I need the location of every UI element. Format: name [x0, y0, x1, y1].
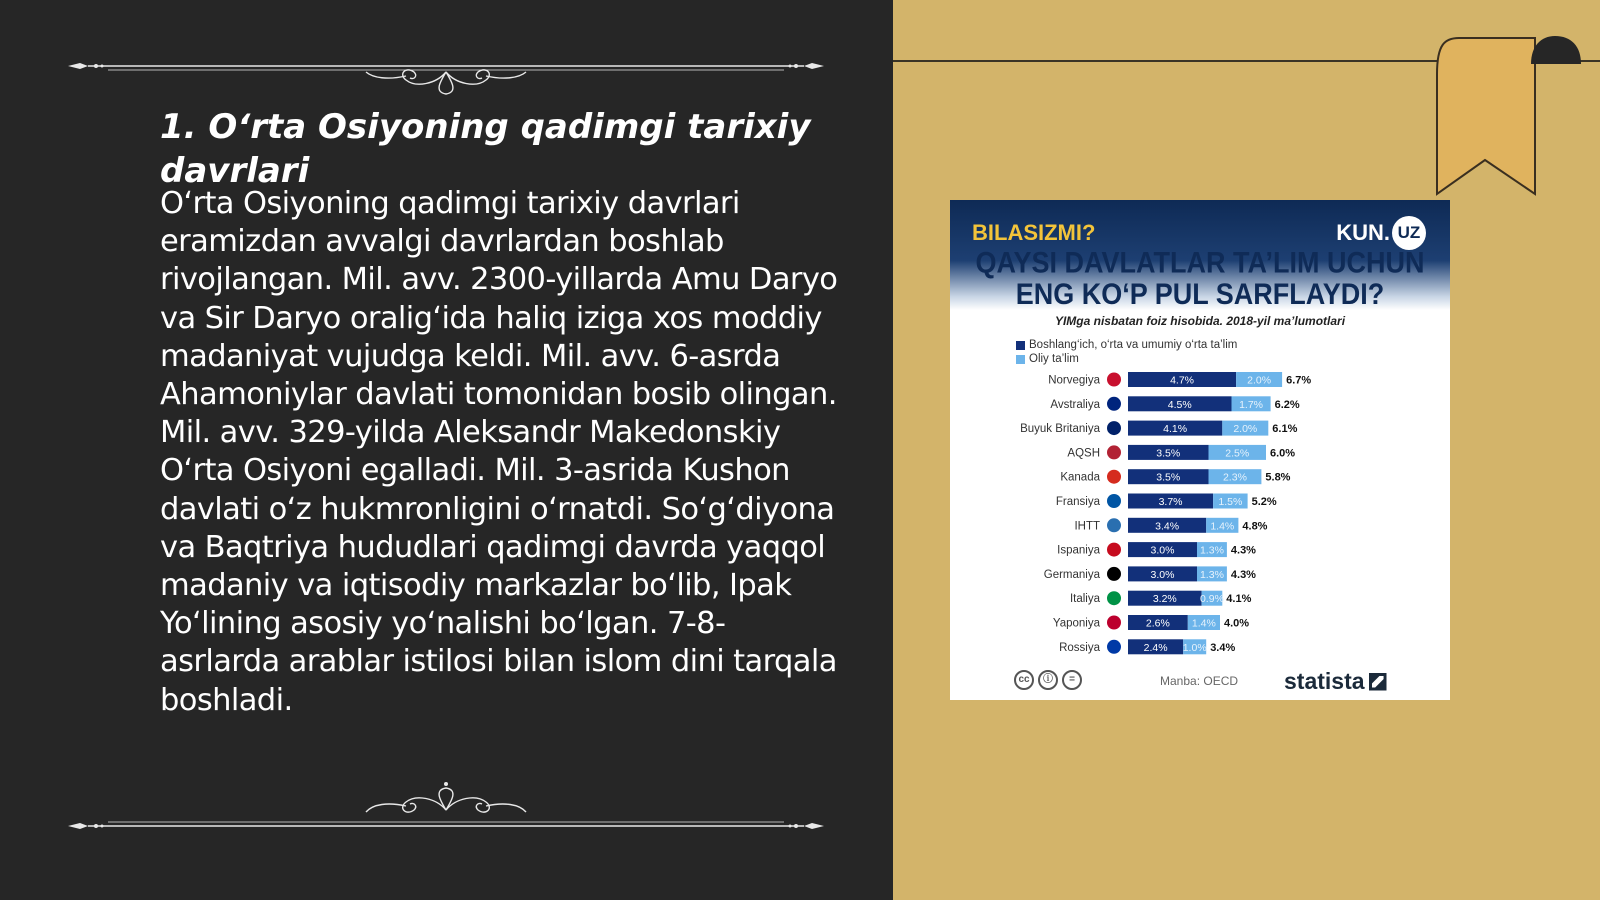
category-label: Ispaniya [1057, 544, 1100, 557]
bar-primary-label: 3.7% [1158, 496, 1183, 508]
bar-higher-label: 2.3% [1222, 471, 1247, 484]
norway-flag-icon [1107, 373, 1121, 387]
bar-total-label: 5.8% [1265, 471, 1291, 484]
russia-flag-icon [1107, 640, 1121, 654]
statista-text: statista [1284, 668, 1365, 694]
bar-higher-label: 1.7% [1239, 398, 1264, 411]
bar-higher-label: 0.9% [1199, 593, 1224, 606]
bar-primary-label: 4.5% [1167, 398, 1192, 411]
bar-higher-label: 1.5% [1218, 496, 1243, 508]
chart-legend [1016, 338, 1237, 366]
top-ornament [68, 36, 824, 96]
cc-icon: cc [1014, 670, 1034, 690]
bar-higher-label: 1.3% [1199, 544, 1224, 557]
category-label: Italiya [1069, 593, 1100, 606]
legend-swatch-primary [1016, 341, 1025, 350]
stacked-bar-chart [950, 368, 1450, 668]
bar-primary-label: 3.0% [1150, 568, 1175, 581]
bar-primary-label: 4.1% [1163, 423, 1188, 436]
category-label: Yaponiya [1052, 617, 1100, 630]
bar-total-label: 4.8% [1242, 520, 1268, 533]
infographic-subtitle: YIMga nisbatan foiz hisobida. 2018-yil ma’lumotlari [1054, 314, 1346, 328]
bar-higher-label: 1.3% [1199, 568, 1224, 581]
legend-label-primary: Boshlang‘ich, o‘rta va umumiy o‘rta ta’lim [1029, 339, 1238, 351]
bar-primary-label: 3.0% [1150, 544, 1175, 557]
bar-higher-label: 2.5% [1225, 447, 1250, 460]
bar-higher-label: 1.4% [1210, 520, 1235, 533]
legend-item-primary [1016, 338, 1237, 352]
statista-mark-icon [1369, 673, 1387, 691]
france-flag-icon [1107, 494, 1121, 508]
legend-swatch-higher [1016, 355, 1025, 364]
bar-higher-label: 1.0% [1182, 641, 1207, 654]
bar-higher-label: 2.0% [1233, 423, 1258, 436]
legend-item-higher [1016, 352, 1237, 366]
bar-total-label: 6.2% [1274, 398, 1300, 411]
category-label: Rossiya [1059, 641, 1100, 654]
bar-primary-label: 2.6% [1145, 617, 1170, 630]
infographic-footer [950, 660, 1450, 700]
bar-primary-label: 4.7% [1170, 374, 1195, 387]
kun-logo-text: KUN. [1336, 220, 1390, 245]
bar-total-label: 6.0% [1270, 447, 1296, 460]
bar-primary-label: 3.4% [1155, 520, 1180, 533]
category-label: Avstraliya [1050, 398, 1100, 411]
bottom-ornament [68, 770, 824, 830]
infographic-title [950, 248, 1450, 311]
category-label: IHTT [1074, 520, 1100, 533]
infographic-title-line2: ENG KO‘P PUL SARFLAYDI? [1015, 277, 1385, 311]
bookmark-ribbon-icon [1435, 34, 1585, 200]
bar-primary-label: 3.5% [1156, 471, 1181, 484]
source-label: Manba: OECD [1160, 674, 1239, 688]
bar-higher-label: 1.4% [1191, 617, 1216, 630]
legend-label-higher: Oliy ta’lim [1029, 353, 1079, 365]
infographic-badge: BILASIZMI? [972, 220, 1096, 245]
oecd-icon [1107, 518, 1121, 532]
usa-flag-icon [1107, 445, 1121, 459]
license-icons [1014, 670, 1082, 690]
kun-logo-circle: UZ [1392, 216, 1426, 250]
category-label: Fransiya [1055, 496, 1100, 508]
bar-total-label: 4.3% [1230, 544, 1256, 557]
nd-icon: = [1062, 670, 1082, 690]
bar-total-label: 5.2% [1251, 496, 1277, 508]
category-label: Kanada [1060, 471, 1100, 484]
category-label: Norvegiya [1048, 374, 1100, 387]
infographic-title-line1: QAYSI DAVLATLAR TA’LIM UCHUN [975, 246, 1425, 279]
bar-total-label: 6.1% [1272, 423, 1298, 436]
spain-flag-icon [1107, 543, 1121, 557]
bar-total-label: 4.0% [1224, 617, 1250, 630]
uk-flag-icon [1107, 421, 1121, 435]
bar-primary-label: 2.4% [1143, 641, 1168, 654]
kun-uz-logo [1336, 216, 1426, 250]
australia-flag-icon [1107, 397, 1121, 411]
italy-flag-icon [1107, 591, 1121, 605]
slide-title: 1. O‘rta Osiyoning qadimgi tarixiy davrlari [160, 107, 811, 191]
japan-flag-icon [1107, 616, 1121, 630]
bar-total-label: 6.7% [1286, 374, 1312, 387]
category-label: Buyuk Britaniya [1020, 423, 1100, 436]
bar-total-label: 4.1% [1226, 593, 1252, 606]
bar-total-label: 4.3% [1230, 568, 1256, 581]
category-label: AQSH [1067, 447, 1100, 460]
by-icon: ⓘ [1038, 670, 1058, 690]
bar-primary-label: 3.2% [1152, 593, 1177, 606]
canada-flag-icon [1107, 470, 1121, 484]
bar-total-label: 3.4% [1210, 641, 1236, 654]
infographic-card [950, 200, 1450, 700]
germany-flag-icon [1107, 567, 1121, 581]
category-label: Germaniya [1043, 568, 1100, 581]
bar-primary-label: 3.5% [1156, 447, 1181, 460]
slide-body-text: O‘rta Osiyoning qadimgi tarixiy davrlari eramizdan avvalgi davrlardan boshlab rivojlangan. Mil. avv. 2300-yillarda Amu Daryo va Sir Daryo oralig‘ida haliq iziga xos moddiy madaniyat vujudga keldi. Mil. avv. 6-asrda Ahamoniylar davlati tomonidan bosib olingan. Mil. avv. 329-yilda Aleksandr Makedonskiy O‘rta Osiyoni egalladi. Mil. 3-asrida Kushon davlati o‘z hukmronligini o‘rnatdi. So‘g‘diyona va Baqtriya hududlari qadimgi davrda yaqqol madaniy va iqtisodiy markazlar bo‘lib, Ipak Yo‘lining asosiy yo‘nalishi bo‘lgan. 7-8-asrlarda arablar istilosi bilan islom dini tarqala boshladi. [160, 186, 838, 718]
bar-higher-label: 2.0% [1247, 374, 1272, 387]
statista-logo [1284, 668, 1387, 695]
